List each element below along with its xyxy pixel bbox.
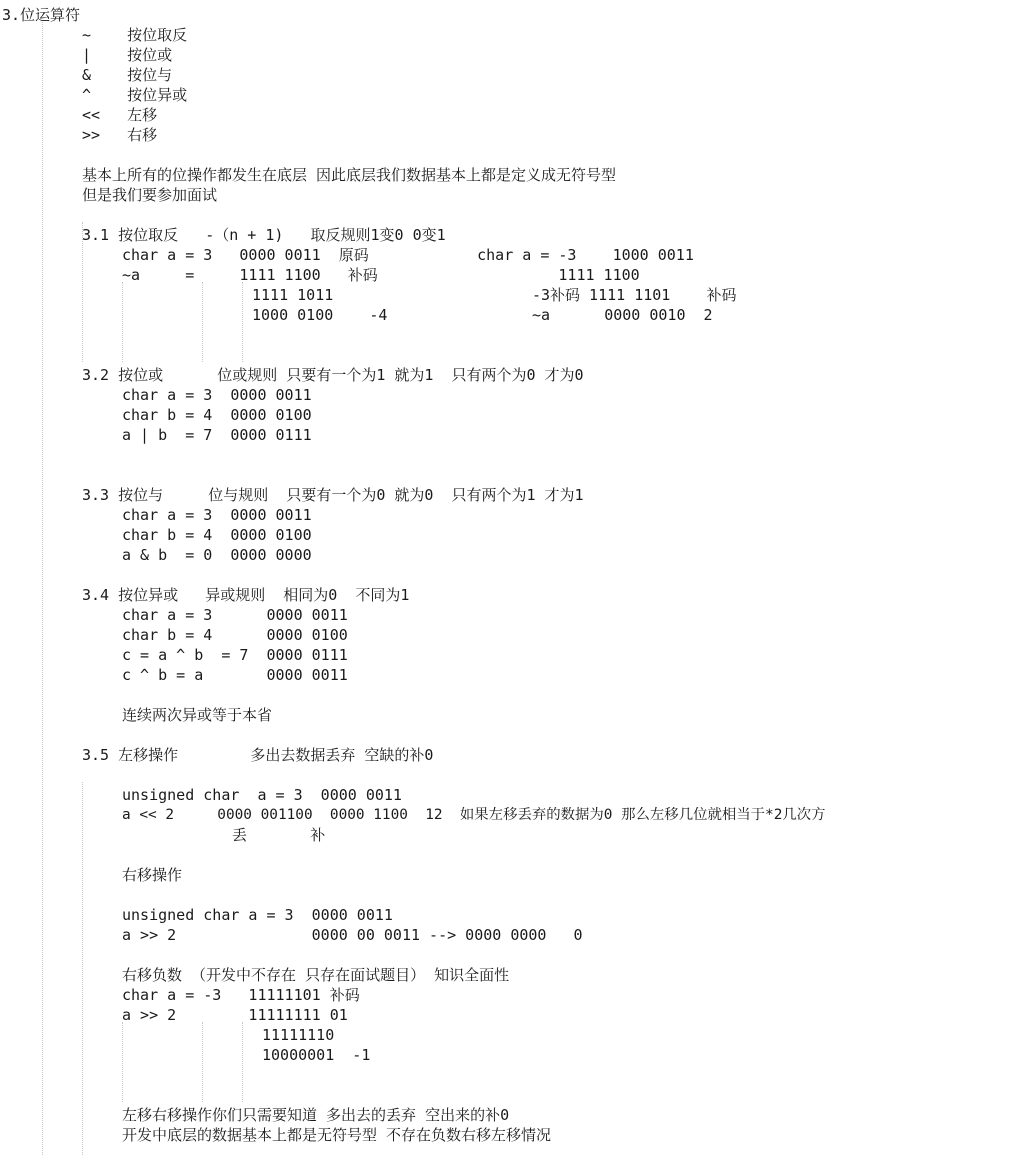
- text-line: a | b = 7 0000 0111: [122, 426, 312, 444]
- text-line: char a = 3 0000 0011: [122, 506, 312, 524]
- text-line: 1000 0100 -4 ~a 0000 0010 2: [252, 306, 713, 324]
- text-line: char a = 3 0000 0011: [122, 386, 312, 404]
- text-line: 右移操作: [122, 866, 183, 884]
- text-line: 10000001 -1: [262, 1046, 371, 1064]
- indent-guide: [242, 282, 243, 362]
- text-line: char a = -3 11111101 补码: [122, 986, 360, 1004]
- indent-guide: [202, 1022, 203, 1102]
- text-line: a << 2 0000 001100 0000 1100 12 如果左移丢弃的数据为0 那么左移几位就相当于*2几次方: [122, 807, 826, 823]
- text-line: char b = 4 0000 0100: [122, 406, 312, 424]
- text-line: | 按位或: [82, 46, 173, 64]
- text-line: char b = 4 0000 0100: [122, 626, 348, 644]
- text-line: char b = 4 0000 0100: [122, 526, 312, 544]
- text-line: a & b = 0 0000 0000: [122, 546, 312, 564]
- section-heading: 3.2 按位或 位或规则 只要有一个为1 就为1 只有两个为0 才为0: [82, 366, 584, 384]
- text-line: a >> 2 0000 00 0011 --> 0000 0000 0: [122, 926, 583, 944]
- text-line: 右移负数 （开发中不存在 只存在面试题目） 知识全面性: [122, 966, 510, 984]
- text-line: a >> 2 11111111 01: [122, 1006, 348, 1024]
- indent-guide: [122, 1022, 123, 1102]
- text-line: 开发中底层的数据基本上都是无符号型 不存在负数右移左移情况: [122, 1126, 552, 1144]
- text-line: ^ 按位异或: [82, 86, 188, 104]
- indent-guide: [242, 1022, 243, 1102]
- indent-guide: [82, 782, 83, 1155]
- indent-guide: [122, 282, 123, 362]
- indent-guide: [42, 22, 43, 1155]
- text-line: 但是我们要参加面试: [82, 186, 218, 204]
- section-heading: 3.5 左移操作 多出去数据丢弃 空缺的补0: [82, 746, 434, 764]
- section-heading: 3.4 按位异或 异或规则 相同为0 不同为1: [82, 586, 410, 604]
- text-line: unsigned char a = 3 0000 0011: [122, 786, 402, 804]
- section-heading: 3.3 按位与 位与规则 只要有一个为0 就为0 只有两个为1 才为1: [82, 486, 584, 504]
- text-line: c ^ b = a 0000 0011: [122, 666, 348, 684]
- text-line: ~ 按位取反: [82, 26, 188, 44]
- text-line: ~a = 1111 1100 补码 1111 1100: [122, 266, 640, 284]
- text-line: unsigned char a = 3 0000 0011: [122, 906, 393, 924]
- text-line: char a = 3 0000 0011 原码 char a = -3 1000 0011: [122, 246, 694, 264]
- section-heading: 3.1 按位取反 -（n + 1) 取反规则1变0 0变1: [82, 226, 446, 244]
- text-line: 1111 1011 -3补码 1111 1101 补码: [252, 286, 737, 304]
- text-line: << 左移: [82, 106, 158, 124]
- text-line: 11111110: [262, 1026, 335, 1044]
- text-line: 连续两次异或等于本省: [122, 706, 273, 724]
- text-line: 左移右移操作你们只需要知道 多出去的丢弃 空出来的补0: [122, 1106, 510, 1124]
- text-line: & 按位与: [82, 66, 173, 84]
- document-title: 3.位运算符: [2, 6, 81, 24]
- text-line: char a = 3 0000 0011: [122, 606, 348, 624]
- indent-guide: [202, 282, 203, 362]
- text-line: 基本上所有的位操作都发生在底层 因此底层我们数据基本上都是定义成无符号型: [82, 166, 617, 184]
- text-line: >> 右移: [82, 126, 158, 144]
- text-line: 丢 补: [232, 826, 326, 844]
- text-line: c = a ^ b = 7 0000 0111: [122, 646, 348, 664]
